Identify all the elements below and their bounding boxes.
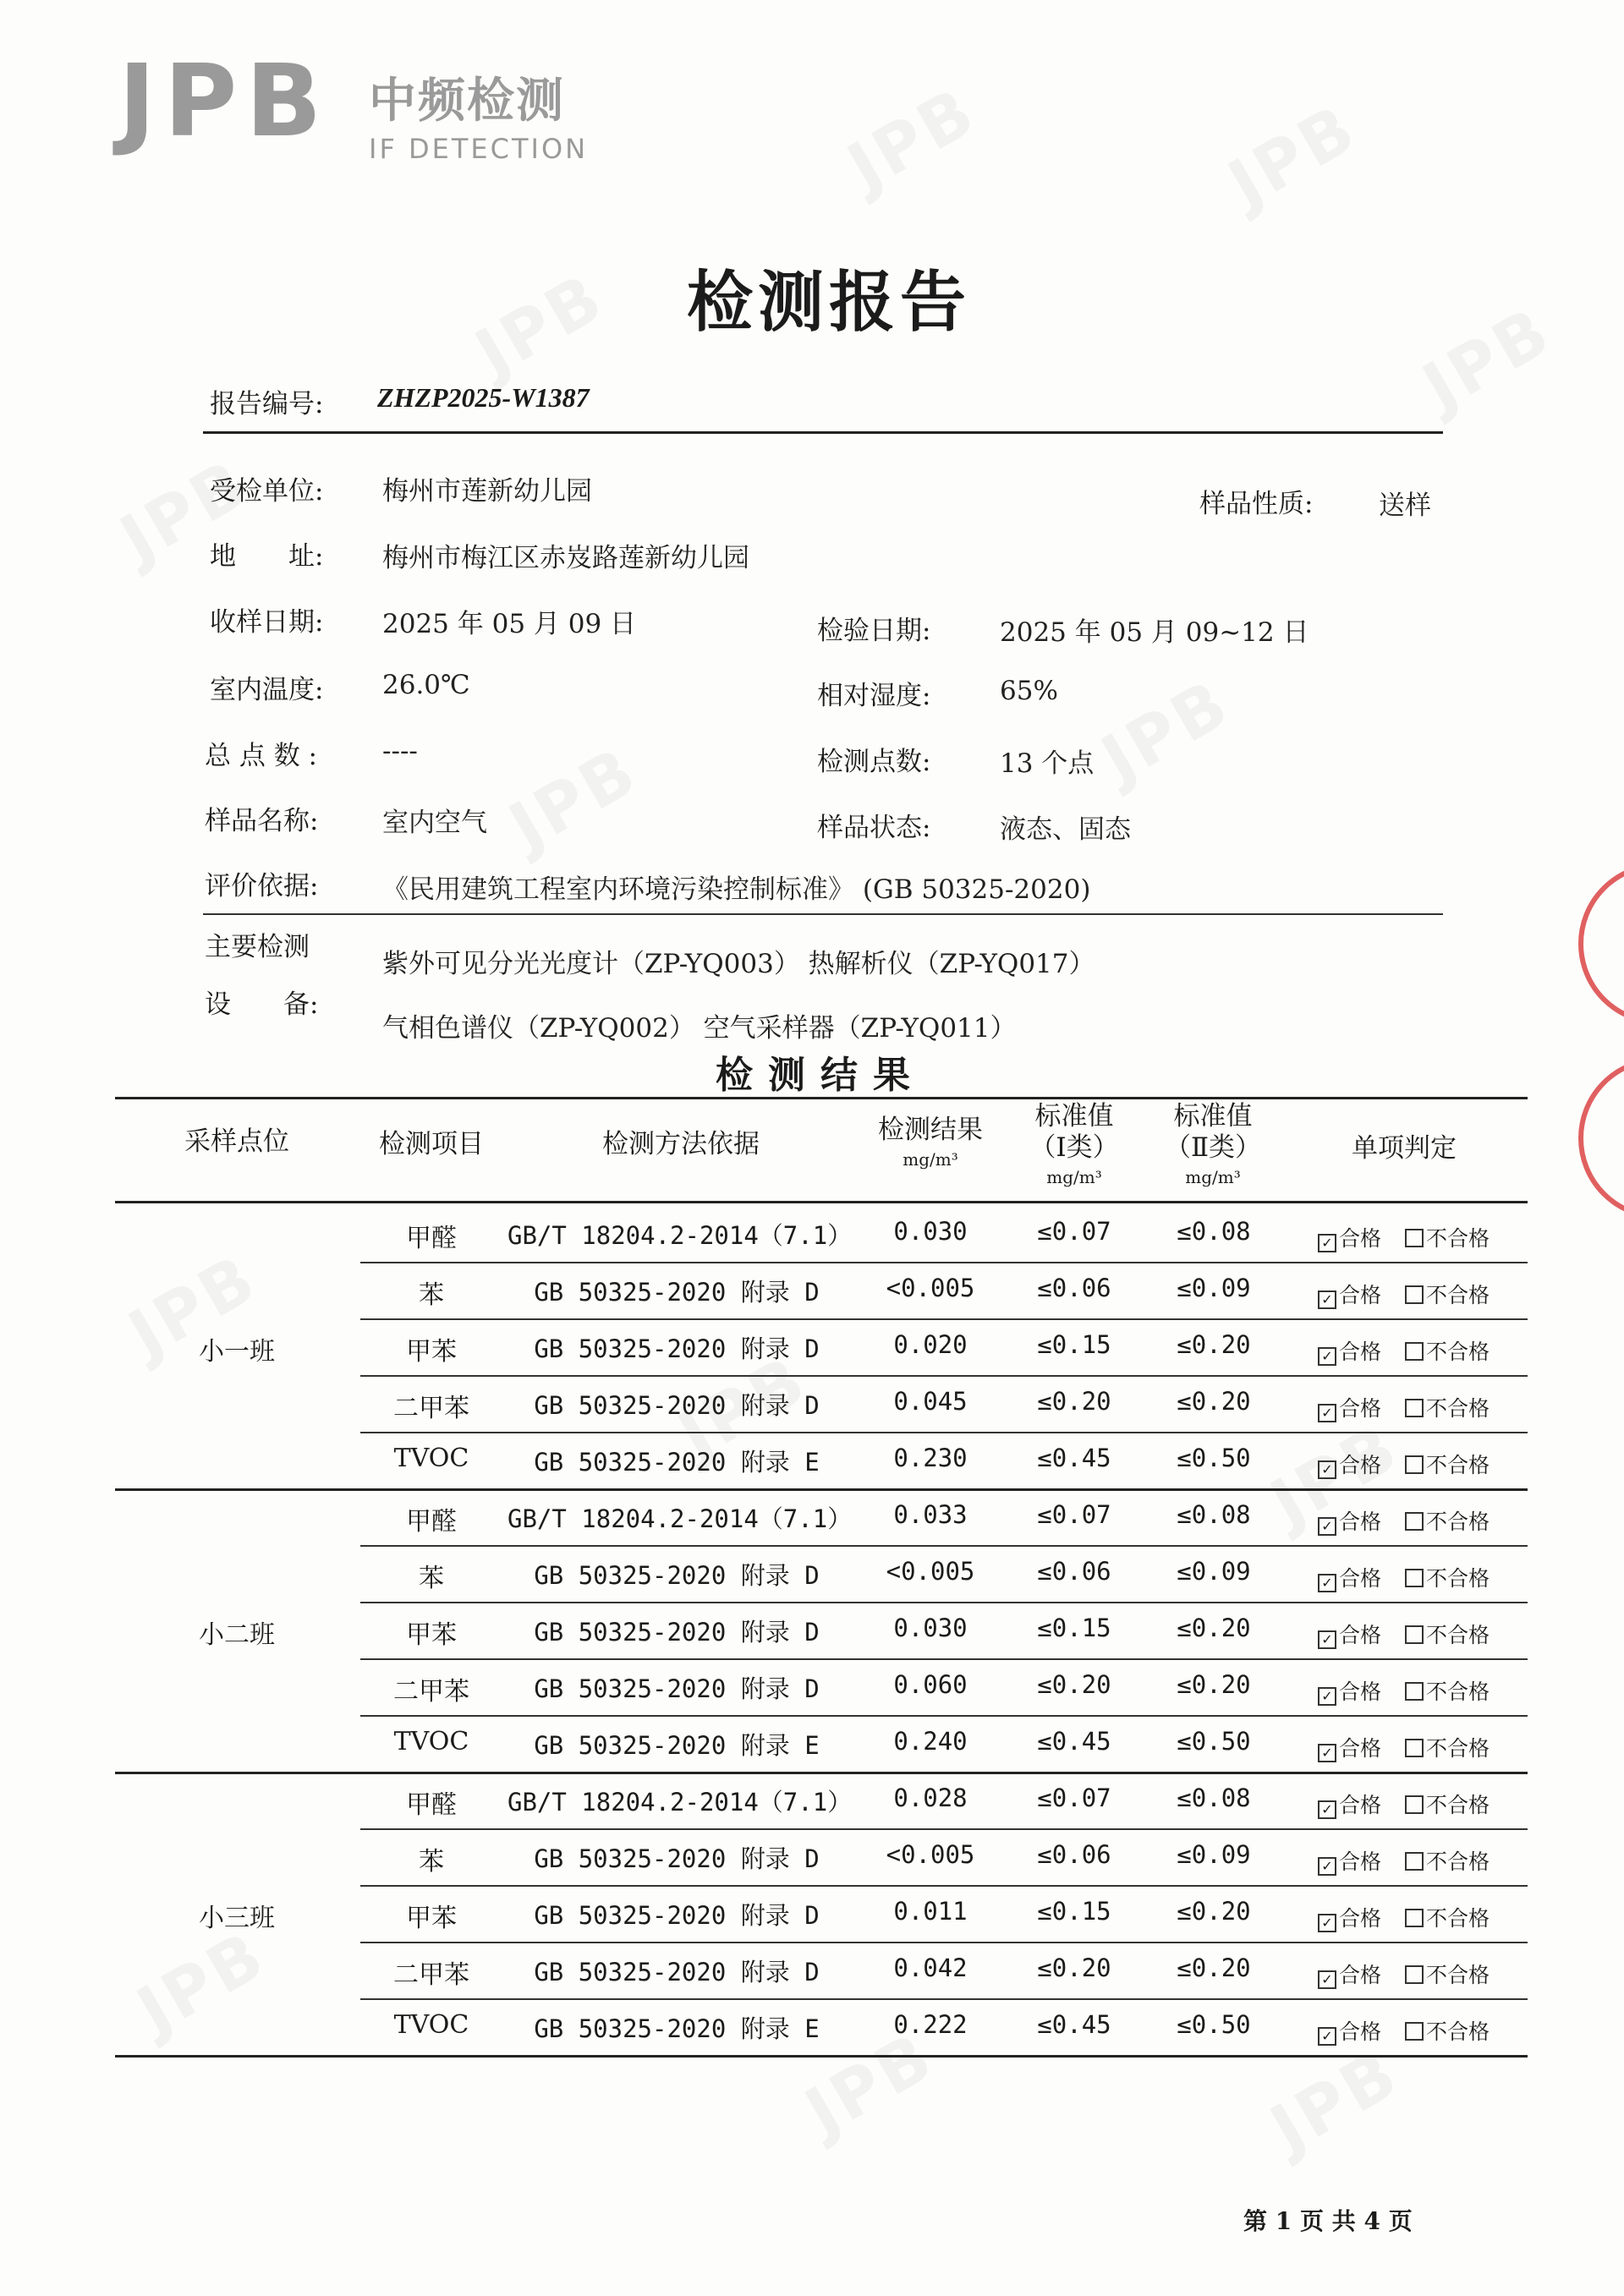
- client-value: 梅州市莲新幼儿园: [382, 476, 592, 507]
- cell-method: GB 50325-2020 附录 D: [534, 1674, 820, 1703]
- temperature-label: 室内温度:: [210, 675, 324, 705]
- cell-std2: ≤0.09: [1177, 1840, 1251, 1869]
- checked-box-icon[interactable]: ✓: [1318, 1460, 1336, 1479]
- cell-std1: ≤0.20: [1037, 1954, 1111, 1982]
- fail-label: 不合格: [1426, 1736, 1490, 1761]
- fail-label: 不合格: [1426, 1906, 1490, 1931]
- client-label: 受检单位:: [210, 476, 324, 507]
- address-label: 地 址:: [210, 541, 324, 572]
- cell-item: 甲苯: [406, 1620, 457, 1650]
- cell-item: 苯: [419, 1280, 444, 1310]
- test-date-label: 检验日期:: [817, 616, 931, 646]
- checked-box-icon[interactable]: ✓: [1318, 1914, 1336, 1932]
- unchecked-box-icon[interactable]: [1405, 1852, 1424, 1871]
- cell-item: 二甲苯: [393, 1677, 469, 1707]
- cell-std2: ≤0.08: [1177, 1784, 1251, 1812]
- cell-result: 0.030: [893, 1614, 968, 1642]
- fail-label: 不合格: [1426, 1623, 1490, 1647]
- row-rule: [360, 1885, 1528, 1887]
- checked-box-icon[interactable]: ✓: [1318, 1290, 1336, 1309]
- header-location: 采样点位: [184, 1126, 289, 1157]
- cell-result: <0.005: [886, 1557, 975, 1586]
- pass-label: 合格: [1339, 1283, 1382, 1307]
- checked-box-icon[interactable]: ✓: [1318, 1970, 1336, 1989]
- cell-std1: ≤0.20: [1037, 1670, 1111, 1699]
- cell-item: 二甲苯: [393, 1394, 469, 1423]
- cell-std1: ≤0.15: [1037, 1614, 1111, 1642]
- fail-label: 不合格: [1426, 1963, 1490, 1987]
- unchecked-box-icon[interactable]: [1405, 1399, 1424, 1417]
- test-date-value: 2025 年 05 月 09~12 日: [1000, 617, 1309, 648]
- location-label: 小二班: [199, 1619, 275, 1650]
- fail-label: 不合格: [1426, 1566, 1490, 1591]
- cell-method: GB 50325-2020 附录 D: [534, 1561, 820, 1590]
- judgement-cell: [1318, 1789, 1490, 1819]
- row-rule: [360, 1602, 1528, 1603]
- header-std2: [1128, 1101, 1298, 1187]
- header-std1-b: （Ⅰ类）: [1029, 1132, 1119, 1164]
- watermark: [497, 733, 651, 866]
- stamp-icon: [1578, 863, 1624, 1025]
- pass-label: 合格: [1339, 1340, 1382, 1364]
- fail-label: 不合格: [1426, 2019, 1490, 2044]
- cell-method: GB 50325-2020 附录 D: [534, 1278, 820, 1307]
- cell-result: <0.005: [886, 1840, 975, 1869]
- unchecked-box-icon[interactable]: [1405, 1229, 1424, 1247]
- unchecked-box-icon[interactable]: [1405, 1342, 1424, 1361]
- cell-item: 苯: [419, 1847, 444, 1877]
- cell-std2: ≤0.50: [1177, 2010, 1251, 2039]
- sample-name-label: 样品名称:: [205, 806, 319, 836]
- cell-std2: ≤0.08: [1177, 1217, 1251, 1246]
- cell-std2: ≤0.20: [1177, 1614, 1251, 1642]
- row-rule: [360, 1262, 1528, 1263]
- cell-std2: ≤0.50: [1177, 1444, 1251, 1472]
- cell-item: TVOC: [393, 1444, 469, 1473]
- unchecked-box-icon[interactable]: [1405, 1795, 1424, 1814]
- basis-value: 《民用建筑工程室内环境污染控制标准》 (GB 50325-2020): [382, 874, 1091, 905]
- judgement-cell: [1318, 1732, 1490, 1762]
- pass-label: 合格: [1339, 1736, 1382, 1761]
- cell-method: GB 50325-2020 附录 D: [534, 1844, 820, 1873]
- cell-method: GB 50325-2020 附录 E: [534, 1448, 820, 1477]
- cell-method: GB/T 18204.2-2014（7.1）: [508, 1504, 853, 1533]
- cell-result: 0.230: [893, 1444, 968, 1472]
- judgement-cell: [1318, 2015, 1490, 2046]
- basis-rule: [203, 913, 1443, 915]
- test-points-label: 检测点数:: [817, 747, 931, 777]
- cell-result: 0.020: [893, 1330, 968, 1359]
- header-std2-a: 标准值: [1173, 1101, 1253, 1132]
- sample-state-value: 液态、固态: [1000, 814, 1131, 845]
- checked-box-icon[interactable]: ✓: [1318, 1234, 1336, 1252]
- equipment-label-2: 设 备:: [205, 989, 319, 1020]
- cell-result: 0.222: [893, 2010, 968, 2039]
- cell-result: 0.240: [893, 1727, 968, 1756]
- watermark: [836, 74, 990, 206]
- header-method: 检测方法依据: [602, 1129, 760, 1159]
- group-rule: [115, 1488, 1528, 1491]
- temperature-value: 26.0℃: [382, 670, 470, 700]
- checked-box-icon[interactable]: ✓: [1318, 1744, 1336, 1762]
- checked-box-icon[interactable]: ✓: [1318, 1630, 1336, 1649]
- group-rule: [115, 1772, 1528, 1774]
- header-std2-unit: mg/m³: [1185, 1167, 1241, 1188]
- address-value: 梅州市梅江区赤岌路莲新幼儿园: [382, 543, 749, 573]
- header-item: 检测项目: [379, 1129, 484, 1159]
- cell-method: GB 50325-2020 附录 D: [534, 1391, 820, 1420]
- cell-method: GB 50325-2020 附录 E: [534, 1731, 820, 1760]
- pass-label: 合格: [1339, 1566, 1382, 1591]
- cell-std2: ≤0.20: [1177, 1897, 1251, 1926]
- equipment-label: 主要检测: [205, 932, 310, 962]
- cell-std1: ≤0.06: [1037, 1840, 1111, 1869]
- logo-chinese: 中频检测: [369, 74, 565, 129]
- checked-box-icon[interactable]: ✓: [1318, 1404, 1336, 1422]
- pass-label: 合格: [1339, 1793, 1382, 1817]
- unchecked-box-icon[interactable]: [1405, 2022, 1424, 2041]
- pass-label: 合格: [1339, 1906, 1382, 1931]
- page-number: 第 1 页 共 4 页: [1243, 2207, 1413, 2235]
- checked-box-icon[interactable]: ✓: [1318, 1687, 1336, 1706]
- pass-label: 合格: [1339, 1963, 1382, 1987]
- cell-std2: ≤0.20: [1177, 1330, 1251, 1359]
- pass-label: 合格: [1339, 1849, 1382, 1874]
- humidity-label: 相对湿度:: [817, 681, 931, 711]
- judgement-cell: [1318, 1902, 1490, 1932]
- row-rule: [360, 1375, 1528, 1377]
- sample-state-label: 样品状态:: [817, 813, 931, 843]
- cell-std2: ≤0.20: [1177, 1954, 1251, 1982]
- row-rule: [360, 1658, 1528, 1660]
- basis-label: 评价依据:: [205, 871, 319, 901]
- cell-std1: ≤0.45: [1037, 1444, 1111, 1472]
- cell-method: GB/T 18204.2-2014（7.1）: [508, 1788, 853, 1817]
- cell-std1: ≤0.45: [1037, 1727, 1111, 1756]
- cell-result: 0.033: [893, 1500, 968, 1529]
- report-number-label: 报告编号:: [210, 389, 324, 419]
- receive-date-value: 2025 年 05 月 09 日: [382, 609, 637, 639]
- fail-label: 不合格: [1426, 1226, 1490, 1251]
- unchecked-box-icon[interactable]: [1405, 1285, 1424, 1304]
- location-label: 小一班: [199, 1336, 275, 1367]
- judgement-cell: [1318, 1392, 1490, 1422]
- equipment-line-2: 气相色谱仪（ZP-YQ002） 空气采样器（ZP-YQ011）: [382, 1013, 1017, 1044]
- cell-std2: ≤0.08: [1177, 1500, 1251, 1529]
- judgement-cell: [1318, 1279, 1490, 1309]
- table-header-rule: [115, 1201, 1528, 1203]
- watermark: [125, 1917, 279, 2050]
- cell-std2: ≤0.50: [1177, 1727, 1251, 1756]
- cell-std1: ≤0.45: [1037, 2010, 1111, 2039]
- judgement-cell: [1318, 1505, 1490, 1536]
- cell-std1: ≤0.15: [1037, 1897, 1111, 1926]
- cell-result: <0.005: [886, 1274, 975, 1302]
- checked-box-icon[interactable]: ✓: [1318, 1574, 1336, 1592]
- row-rule: [360, 1998, 1528, 2000]
- total-points-label: 总 点 数 :: [205, 741, 318, 771]
- header-std1-a: 标准值: [1034, 1101, 1114, 1132]
- fail-label: 不合格: [1426, 1680, 1490, 1704]
- cell-item: 甲醛: [406, 1790, 457, 1820]
- watermark: [1089, 666, 1243, 798]
- unchecked-box-icon[interactable]: [1405, 1965, 1424, 1984]
- location-label: 小三班: [199, 1903, 275, 1933]
- judgement-cell: [1318, 1845, 1490, 1876]
- cell-std1: ≤0.15: [1037, 1330, 1111, 1359]
- pass-label: 合格: [1339, 1510, 1382, 1534]
- judgement-cell: [1318, 1619, 1490, 1649]
- pass-label: 合格: [1339, 2019, 1382, 2044]
- logo-mark: JPB: [118, 42, 331, 159]
- logo-english: IF DETECTION: [369, 133, 589, 165]
- pass-label: 合格: [1339, 1623, 1382, 1647]
- judgement-cell: [1318, 1335, 1490, 1366]
- total-points-value: ----: [382, 736, 418, 766]
- fail-label: 不合格: [1426, 1340, 1490, 1364]
- cell-method: GB/T 18204.2-2014（7.1）: [508, 1221, 853, 1250]
- cell-std1: ≤0.07: [1037, 1500, 1111, 1529]
- row-rule: [360, 1545, 1528, 1547]
- cell-result: 0.060: [893, 1670, 968, 1699]
- cell-item: 甲苯: [406, 1337, 457, 1367]
- cell-item: 甲醛: [406, 1507, 457, 1537]
- page-title: 检测报告: [686, 264, 971, 341]
- header-judgement: 单项判定: [1352, 1133, 1457, 1164]
- header-rule: [203, 431, 1443, 434]
- results-title: 检测结果: [716, 1054, 925, 1097]
- cell-method: GB 50325-2020 附录 D: [534, 1901, 820, 1930]
- judgement-cell: [1318, 1562, 1490, 1592]
- cell-result: 0.028: [893, 1784, 968, 1812]
- unchecked-box-icon[interactable]: [1405, 1455, 1424, 1474]
- header-result-text: 检测结果: [878, 1115, 983, 1145]
- cell-result: 0.011: [893, 1897, 968, 1926]
- checked-box-icon[interactable]: ✓: [1318, 1347, 1336, 1366]
- cell-item: TVOC: [393, 2010, 469, 2040]
- fail-label: 不合格: [1426, 1793, 1490, 1817]
- row-rule: [360, 1715, 1528, 1717]
- cell-item: 甲苯: [406, 1904, 457, 1933]
- cell-std1: ≤0.06: [1037, 1557, 1111, 1586]
- cell-std1: ≤0.20: [1037, 1387, 1111, 1416]
- judgement-cell: [1318, 1449, 1490, 1479]
- unchecked-box-icon[interactable]: [1405, 1569, 1424, 1587]
- fail-label: 不合格: [1426, 1396, 1490, 1421]
- cell-std2: ≤0.09: [1177, 1274, 1251, 1302]
- cell-std1: ≤0.07: [1037, 1217, 1111, 1246]
- pass-label: 合格: [1339, 1396, 1382, 1421]
- row-rule: [360, 1432, 1528, 1433]
- checked-box-icon[interactable]: ✓: [1318, 1857, 1336, 1876]
- pass-label: 合格: [1339, 1226, 1382, 1251]
- fail-label: 不合格: [1426, 1283, 1490, 1307]
- row-rule: [360, 1942, 1528, 1943]
- report-number: ZHZP2025-W1387: [377, 382, 590, 413]
- row-rule: [360, 1318, 1528, 1320]
- judgement-cell: [1318, 1675, 1490, 1706]
- judgement-cell: [1318, 1959, 1490, 1989]
- cell-method: GB 50325-2020 附录 D: [534, 1958, 820, 1986]
- table-top-rule: [115, 1097, 1528, 1099]
- unchecked-box-icon[interactable]: [1405, 1625, 1424, 1644]
- cell-item: 苯: [419, 1564, 444, 1593]
- sample-nature-value: 送样: [1379, 490, 1431, 521]
- cell-result: 0.030: [893, 1217, 968, 1246]
- cell-std1: ≤0.07: [1037, 1784, 1111, 1812]
- group-rule: [115, 2055, 1528, 2058]
- cell-result: 0.045: [893, 1387, 968, 1416]
- cell-item: 甲醛: [406, 1224, 457, 1253]
- unchecked-box-icon[interactable]: [1405, 1909, 1424, 1927]
- fail-label: 不合格: [1426, 1510, 1490, 1534]
- header-result-unit: mg/m³: [903, 1149, 958, 1170]
- sample-nature-label: 样品性质:: [1199, 489, 1314, 519]
- receive-date-label: 收样日期:: [210, 607, 324, 638]
- header-std1-unit: mg/m³: [1046, 1167, 1102, 1188]
- row-rule: [360, 1828, 1528, 1830]
- cell-method: GB 50325-2020 附录 E: [534, 2014, 820, 2043]
- cell-method: GB 50325-2020 附录 D: [534, 1334, 820, 1363]
- pass-label: 合格: [1339, 1453, 1382, 1477]
- checked-box-icon[interactable]: ✓: [1318, 2027, 1336, 2046]
- cell-method: GB 50325-2020 附录 D: [534, 1618, 820, 1647]
- fail-label: 不合格: [1426, 1453, 1490, 1477]
- cell-item: 二甲苯: [393, 1960, 469, 1990]
- test-points-value: 13 个点: [1000, 748, 1095, 779]
- cell-item: TVOC: [393, 1727, 469, 1756]
- unchecked-box-icon[interactable]: [1405, 1739, 1424, 1757]
- cell-std1: ≤0.06: [1037, 1274, 1111, 1302]
- equipment-line-1: 紫外可见分光光度计（ZP-YQ003） 热解析仪（ZP-YQ017）: [382, 949, 1095, 979]
- cell-std2: ≤0.20: [1177, 1670, 1251, 1699]
- humidity-value: 65%: [1000, 676, 1058, 706]
- pass-label: 合格: [1339, 1680, 1382, 1704]
- checked-box-icon[interactable]: ✓: [1318, 1800, 1336, 1819]
- fail-label: 不合格: [1426, 1849, 1490, 1874]
- judgement-cell: [1318, 1222, 1490, 1252]
- cell-std2: ≤0.20: [1177, 1387, 1251, 1416]
- unchecked-box-icon[interactable]: [1405, 1512, 1424, 1531]
- unchecked-box-icon[interactable]: [1405, 1682, 1424, 1701]
- watermark: [1216, 90, 1370, 223]
- sample-name-value: 室内空气: [382, 808, 487, 838]
- cell-std2: ≤0.09: [1177, 1557, 1251, 1586]
- checked-box-icon[interactable]: ✓: [1318, 1517, 1336, 1536]
- cell-result: 0.042: [893, 1954, 968, 1982]
- header-std2-b: （Ⅱ类）: [1164, 1132, 1262, 1164]
